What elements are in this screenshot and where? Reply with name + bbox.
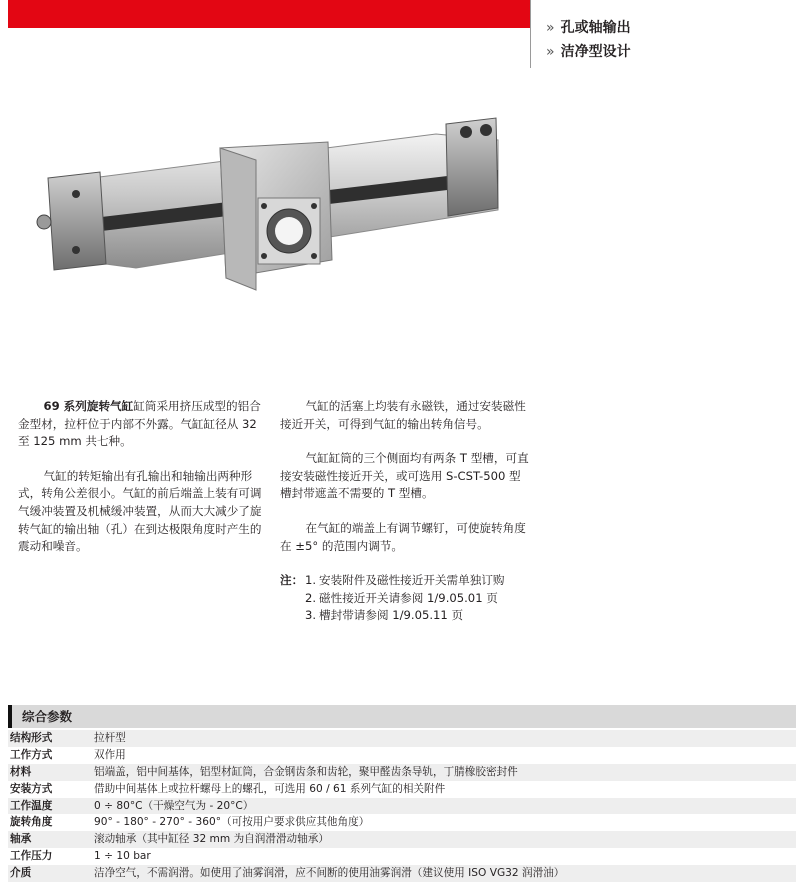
bullet-mark: » <box>546 44 555 60</box>
header-red-bar <box>8 0 530 28</box>
param-value: 90° - 180° - 270° - 360°（可按用户要求供应其他角度） <box>94 816 370 829</box>
slot-paragraph: 气缸缸筒的三个侧面均有两条 T 型槽，可直接安装磁性接近开关，或可选用 S-CST-500 型槽封带遮盖不需要的 T 型槽。 <box>280 451 529 501</box>
rotary-cylinder-image <box>36 100 516 310</box>
note-number: 2. <box>305 590 317 605</box>
series-lead: 69 系列旋转气缸 <box>43 399 134 413</box>
param-label: 结构形式 <box>10 732 53 744</box>
feature-label: 孔或轴输出 <box>560 20 631 36</box>
table-row <box>8 848 796 865</box>
param-value: 0 ÷ 80°C（干燥空气为 - 20°C） <box>94 799 254 812</box>
note-text: 磁性接近开关请参阅 1/9.05.01 页 <box>319 590 498 605</box>
table-row <box>8 781 796 798</box>
intro-paragraph <box>18 398 270 451</box>
detail-column <box>280 398 532 625</box>
note-number: 1. <box>305 573 317 588</box>
table-row <box>8 730 796 747</box>
note-item <box>305 607 505 625</box>
feature-item <box>546 40 631 64</box>
torque-paragraph: 气缸的转矩输出有孔输出和轴输出两种形式，转角公差很小。气缸的前后端盖上装有可调气缓冲装置及机械缓冲装置，从而大大减少了旋转气缸的输出轴（孔）在到达极限角度时产生的震动和噪音。 <box>18 468 262 554</box>
param-label: 轴承 <box>10 833 32 846</box>
params-table <box>8 730 796 882</box>
note-item <box>305 590 505 608</box>
feature-item <box>546 16 631 40</box>
magnet-paragraph: 气缸的活塞上均装有永磁铁，通过安装磁性接近开关，可得到气缸的输出转角信号。 <box>280 399 526 431</box>
header-divider <box>530 0 531 68</box>
adjust-paragraph: 在气缸的端盖上有调节螺钉，可使旋转角度在 ±5° 的范围内调节。 <box>280 520 526 553</box>
param-label: 介质 <box>10 867 32 880</box>
table-row <box>8 865 796 882</box>
table-row <box>8 798 796 815</box>
note-number: 3. <box>305 608 317 623</box>
bullet-mark: » <box>546 20 555 36</box>
intro-text: 缸筒采用挤压成型的铝合金型材，拉杆位于内部不外露。气缸缸径从 32 至 125 mm 共七种。 <box>18 399 261 449</box>
notes <box>280 572 532 625</box>
feature-label: 洁净型设计 <box>560 44 631 60</box>
note-item <box>305 572 505 590</box>
table-row <box>8 814 796 831</box>
param-value: 借助中间基体上或拉杆螺母上的螺孔，可选用 60 / 61 系列气缸的相关附件 <box>94 782 446 795</box>
param-value: 铝端盖，铝中间基体，铝型材缸筒，合金钢齿条和齿轮，聚甲醛齿条导轨，丁腈橡胶密封件 <box>94 765 518 778</box>
table-row <box>8 747 796 764</box>
params-title: 综合参数 <box>8 705 796 728</box>
param-label: 安装方式 <box>10 782 53 795</box>
note-text: 安装附件及磁性接近开关需单独订购 <box>319 573 505 588</box>
param-value: 滚动轴承（其中缸径 32 mm 为自润滑滑动轴承） <box>94 833 329 846</box>
table-row <box>8 831 796 848</box>
intro-column <box>18 398 270 573</box>
param-label: 材料 <box>10 765 32 778</box>
param-value: 拉杆型 <box>94 732 126 744</box>
notes-label: 注： <box>280 573 304 588</box>
feature-list <box>546 16 631 64</box>
param-value: 1 ÷ 10 bar <box>94 850 151 863</box>
param-label: 旋转角度 <box>10 816 53 829</box>
param-label: 工作温度 <box>10 799 53 812</box>
param-value: 洁净空气，不需润滑。如使用了油雾润滑，应不间断的使用油雾润滑（建议使用 ISO VG32 润滑油） <box>94 867 565 880</box>
param-label: 工作压力 <box>10 850 53 863</box>
param-label: 工作方式 <box>10 748 53 761</box>
table-row <box>8 764 796 781</box>
param-value: 双作用 <box>94 748 126 761</box>
notes-list <box>305 572 505 625</box>
note-text: 槽封带请参阅 1/9.05.11 页 <box>319 608 464 623</box>
